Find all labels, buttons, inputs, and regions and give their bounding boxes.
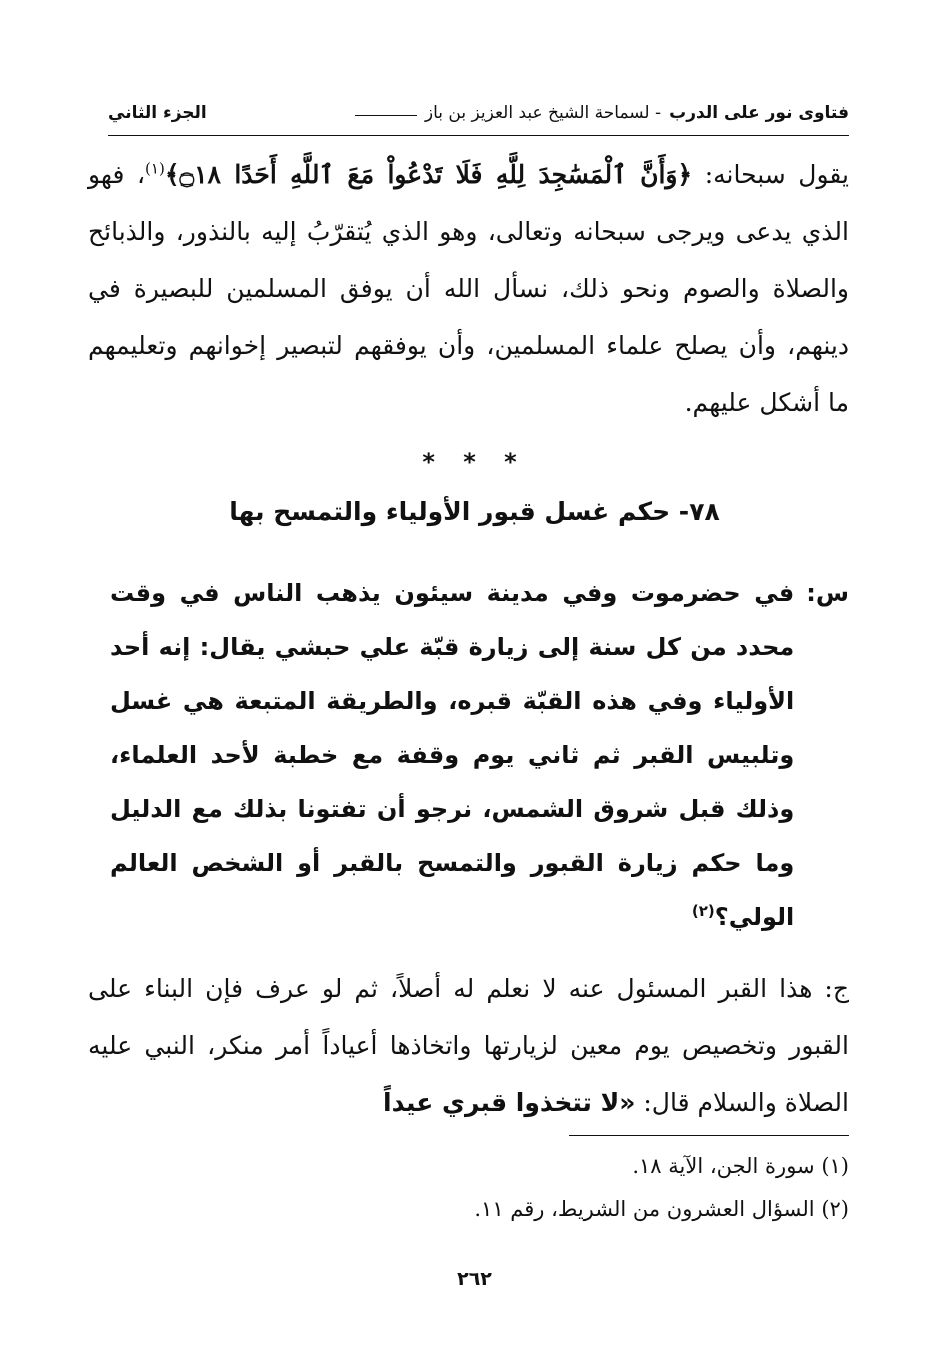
header-dash <box>355 115 417 116</box>
section-title: ٧٨- حكم غسل قبور الأولياء والتمسح بها <box>229 497 720 526</box>
footnote-ref-2[interactable]: (٢) <box>691 902 715 920</box>
question-marker: س: <box>806 579 849 607</box>
volume-label: الجزء الثاني <box>108 103 207 123</box>
question-block <box>110 566 849 944</box>
header-title-group <box>355 103 849 123</box>
footnote-ref-1[interactable]: (١) <box>145 159 165 178</box>
answer-text: ج: هذا القبر المسئول عنه لا نعلم له أصلاً، ثم لو عرف فإن البناء على القبور وتخصيص يوم معين لزيارتها واتخاذها أعياداً أمر منكر، النبي عليه الصلاة والسلام قال: <box>88 974 849 1117</box>
paragraph-1 <box>88 146 849 431</box>
section-separator: * * * <box>422 448 527 476</box>
question-text-wrap <box>110 566 794 944</box>
book-title: فتاوى نور على الدرب <box>669 103 849 123</box>
paragraph-1-intro: يقول سبحانه: <box>704 160 849 189</box>
author-subtitle: - لسماحة الشيخ عبد العزيز بن باز <box>424 103 662 123</box>
footnote-2: (٢) السؤال العشرون من الشريط، رقم ١١. <box>474 1197 849 1221</box>
page-number: ٢٦٢ <box>457 1268 492 1290</box>
paragraph-1-body: ، فهو الذي يدعى ويرجى سبحانه وتعالى، وهو الذي يُتقرّبُ إليه بالنذور، والذبائح والصلاة والصوم ونحو ذلك، نسأل الله أن يوفق المسلمين للبصيرة في دينهم، وأن يصلح علماء المسلمين، وأن يوفقهم لتبصير إخوانهم وتعليمهم ما أشكل عليهم. <box>88 160 849 417</box>
footnotes <box>100 1145 849 1231</box>
question-text: في حضرموت وفي مدينة سيئون يذهب الناس في وقت محدد من كل سنة إلى زيارة قبّة علي حبشي يقال: إنه أحد الأولياء وفي هذه القبّة قبره، والطريقة المتبعة هي غسل وتلبيس القبر ثم ثاني يوم وقفة مع خطبة لأحد العلماء، وذلك قبل شروق الشمس، نرجو أن تفتونا بذلك مع الدليل وما حكم زيارة القبور والتمسح بالقبر أو الشخص العالم الولي؟ <box>110 579 795 931</box>
running-header <box>108 96 849 130</box>
quran-verse: ﴿وَأَنَّ ٱلْمَسَٰجِدَ لِلَّهِ فَلَا تَدْعُواْ مَعَ ٱللَّهِ أَحَدًا ۝١٨﴾ <box>164 160 693 189</box>
header-rule <box>108 135 849 136</box>
footnote-1: (١) سورة الجن، الآية ١٨. <box>632 1154 849 1178</box>
footnote-rule <box>569 1135 849 1136</box>
answer-paragraph <box>88 960 849 1131</box>
hadith-quote: «لا تتخذوا قبري عيداً <box>383 1088 636 1117</box>
